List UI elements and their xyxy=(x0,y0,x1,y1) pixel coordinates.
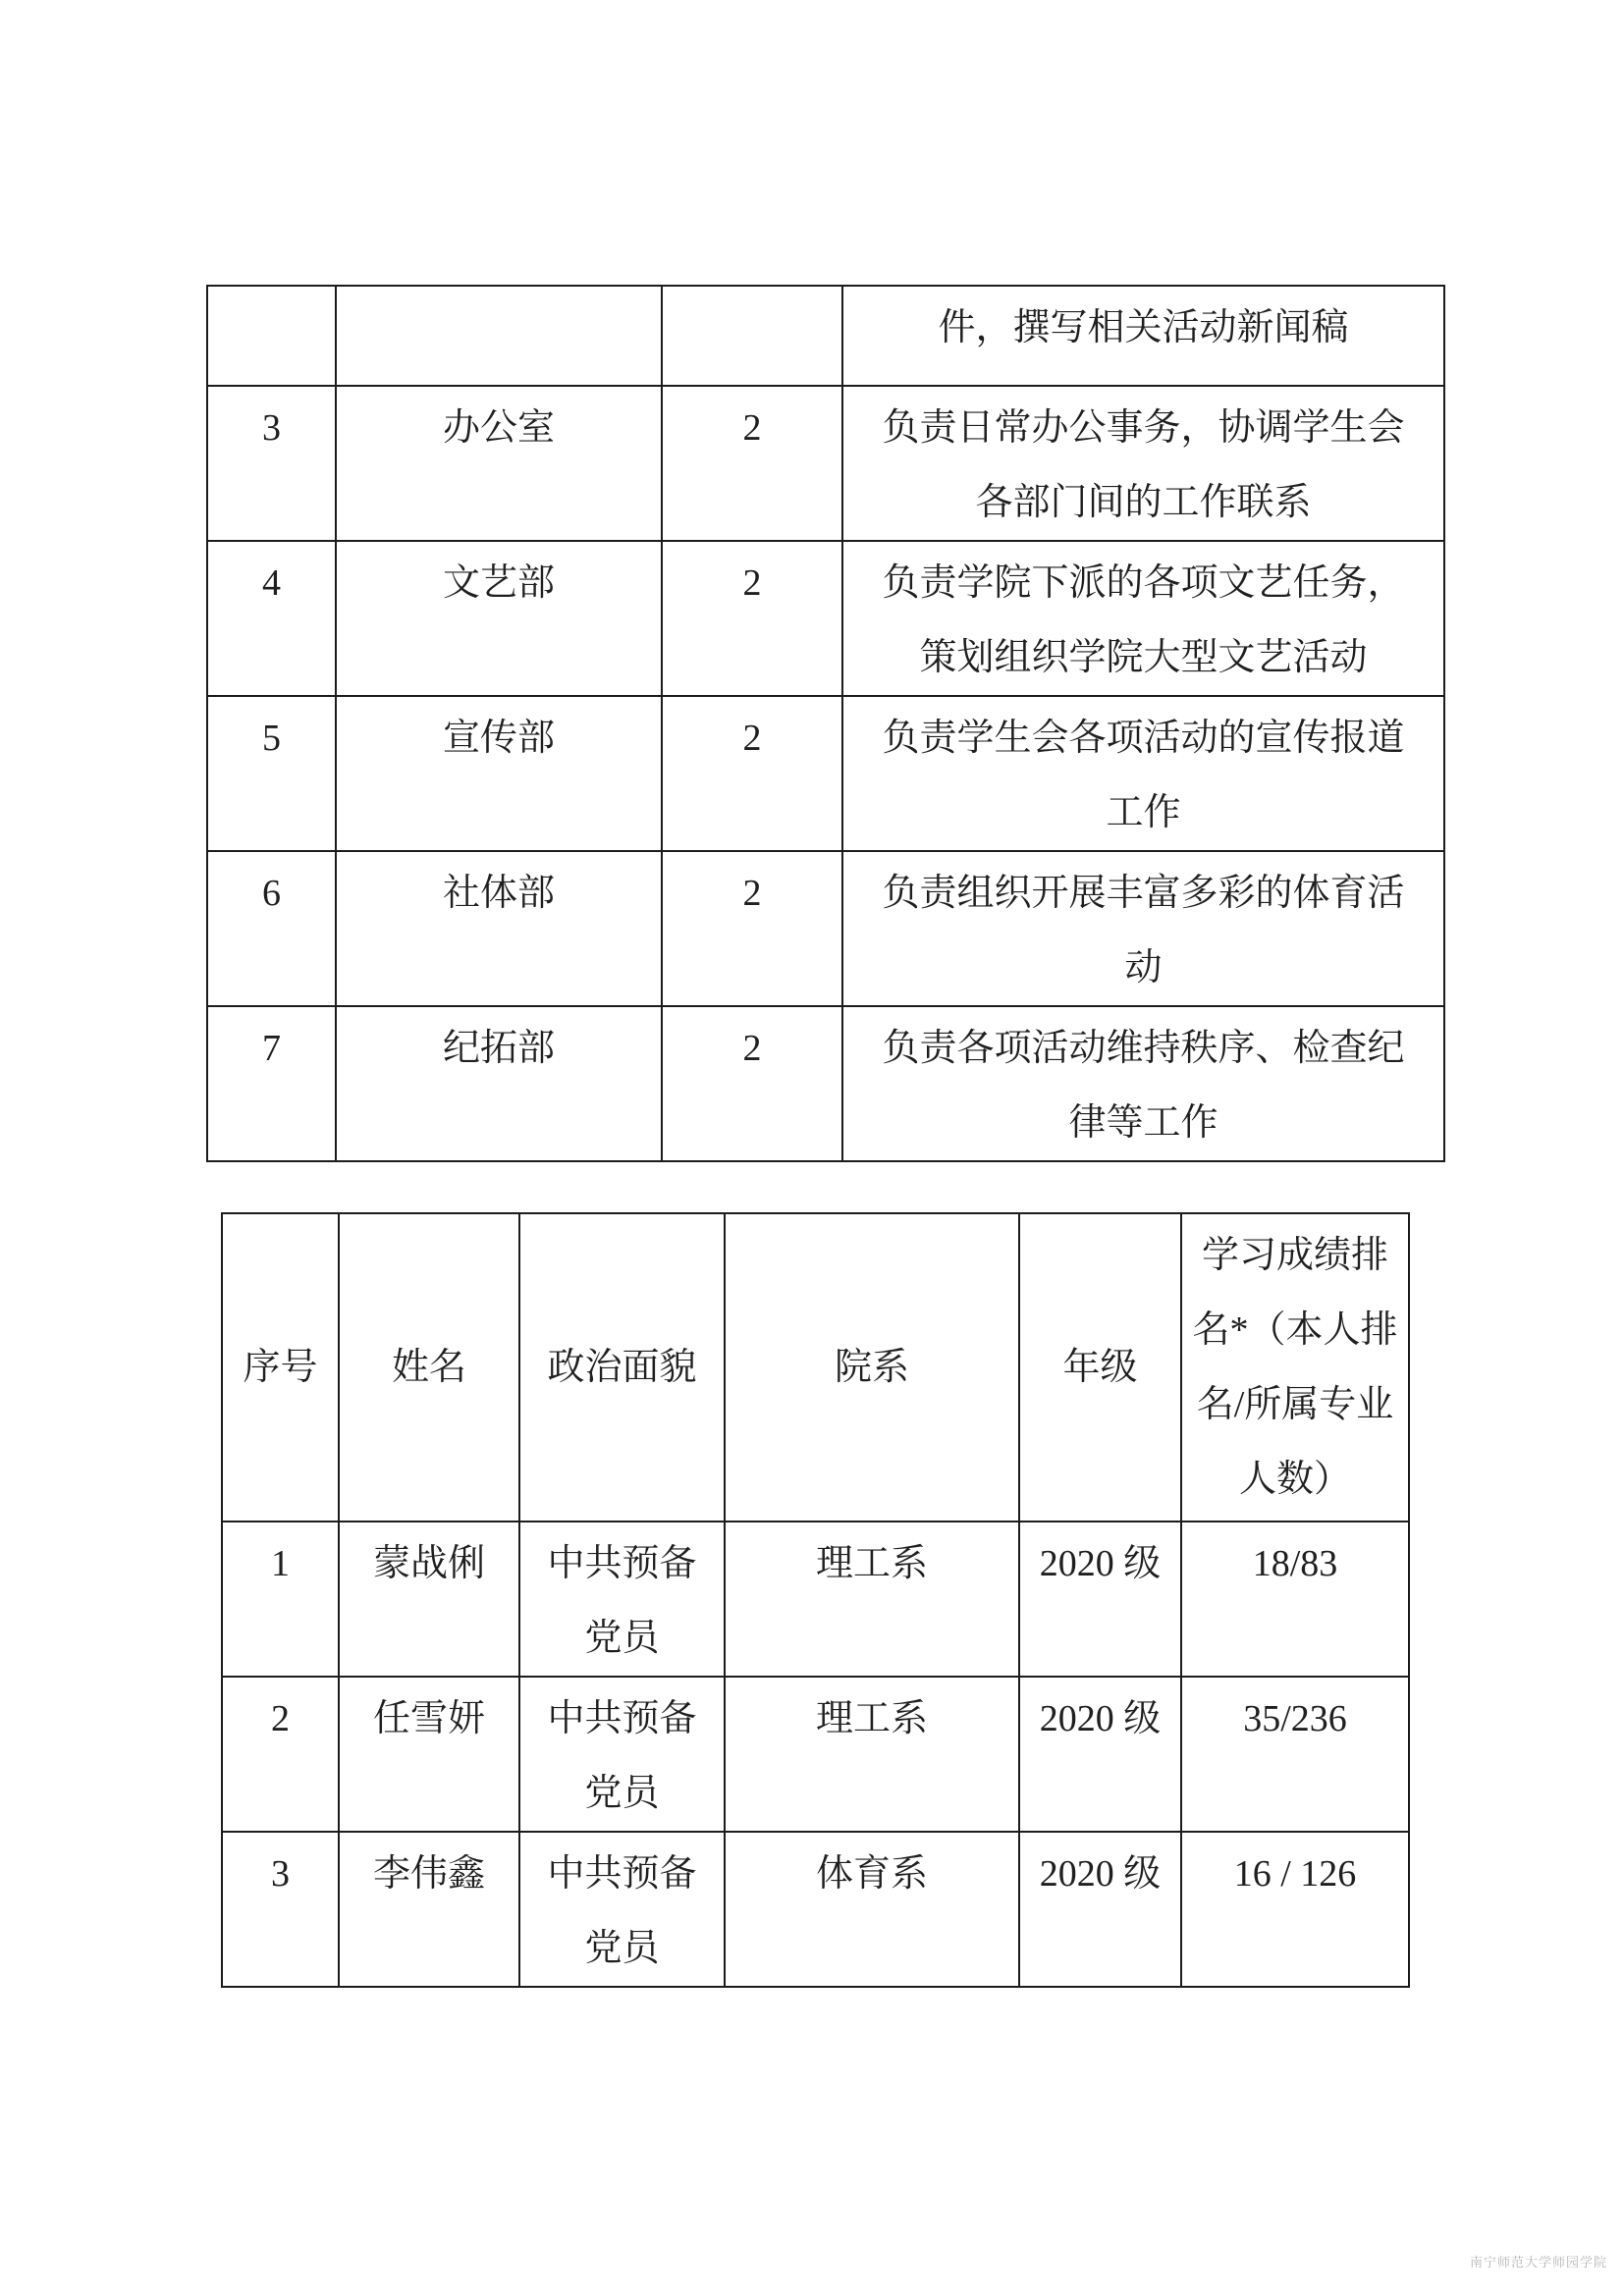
name-cell: 任雪妍 xyxy=(339,1677,519,1832)
political-status-cell xyxy=(519,1677,725,1832)
watermark: 南宁师范大学师园学院 xyxy=(1469,2255,1607,2269)
duties-cell xyxy=(842,851,1444,1006)
duties-cell xyxy=(842,1006,1444,1161)
row-number-cell: 1 xyxy=(222,1522,339,1677)
row-number-cell: 6 xyxy=(207,851,336,1006)
grade-cell: 2020 级 xyxy=(1019,1522,1181,1677)
table-row xyxy=(207,1006,1444,1161)
table-row xyxy=(207,851,1444,1006)
department-name-cell: 宣传部 xyxy=(336,696,662,851)
duty-line: 件，撰写相关活动新闻稿 xyxy=(938,307,1349,348)
header-name: 姓名 xyxy=(339,1213,519,1522)
political-line: 中共预备 xyxy=(547,1853,697,1895)
row-number-cell: 5 xyxy=(207,696,336,851)
department-name-cell: 办公室 xyxy=(336,386,662,541)
political-line: 党员 xyxy=(584,1773,660,1814)
duty-line: 负责学院下派的各项文艺任务， xyxy=(882,562,1405,604)
header-rank-line: 人数） xyxy=(1238,1459,1351,1500)
department-name-cell: 文艺部 xyxy=(336,541,662,696)
row-number-cell: 4 xyxy=(207,541,336,696)
header-grade: 年级 xyxy=(1019,1213,1181,1522)
table-row xyxy=(207,386,1444,541)
row-number-cell: 3 xyxy=(207,386,336,541)
grade-cell: 2020 级 xyxy=(1019,1832,1181,1987)
row-number-cell xyxy=(207,286,336,386)
name-cell: 蒙战俐 xyxy=(339,1522,519,1677)
row-number-cell: 2 xyxy=(222,1677,339,1832)
header-no: 序号 xyxy=(222,1213,339,1522)
duties-cell xyxy=(842,286,1444,386)
table-row xyxy=(222,1832,1409,1987)
political-status-cell xyxy=(519,1522,725,1677)
duty-line: 负责组织开展丰富多彩的体育活 xyxy=(882,873,1405,914)
row-number-cell: 7 xyxy=(207,1006,336,1161)
table-row xyxy=(207,286,1444,386)
duty-line: 动 xyxy=(1124,947,1163,988)
department-name-cell: 纪拓部 xyxy=(336,1006,662,1161)
duty-line: 各部门间的工作联系 xyxy=(975,482,1312,523)
department-name-cell xyxy=(336,286,662,386)
duties-cell xyxy=(842,386,1444,541)
rank-cell: 16 / 126 xyxy=(1181,1832,1409,1987)
duty-line: 律等工作 xyxy=(1068,1102,1218,1144)
department-cell: 体育系 xyxy=(725,1832,1019,1987)
name-cell: 李伟鑫 xyxy=(339,1832,519,1987)
member-count-cell: 2 xyxy=(662,696,842,851)
department-cell: 理工系 xyxy=(725,1522,1019,1677)
member-count-cell xyxy=(662,286,842,386)
political-status-cell xyxy=(519,1832,725,1987)
political-line: 党员 xyxy=(584,1928,660,1969)
member-count-cell: 2 xyxy=(662,1006,842,1161)
table-row xyxy=(207,696,1444,851)
header-rank-line: 名*（本人排 xyxy=(1192,1309,1398,1351)
duties-cell xyxy=(842,541,1444,696)
department-cell: 理工系 xyxy=(725,1677,1019,1832)
duty-line: 负责学生会各项活动的宣传报道 xyxy=(882,718,1405,759)
department-table xyxy=(206,285,1445,1162)
member-count-cell: 2 xyxy=(662,851,842,1006)
header-department: 院系 xyxy=(725,1213,1019,1522)
header-rank-line: 学习成绩排 xyxy=(1201,1235,1388,1276)
political-line: 中共预备 xyxy=(547,1543,697,1584)
grade-cell: 2020 级 xyxy=(1019,1677,1181,1832)
duties-cell xyxy=(842,696,1444,851)
member-table xyxy=(221,1212,1410,1988)
rank-cell: 18/83 xyxy=(1181,1522,1409,1677)
political-line: 中共预备 xyxy=(547,1698,697,1739)
rank-cell: 35/236 xyxy=(1181,1677,1409,1832)
member-count-cell: 2 xyxy=(662,386,842,541)
department-name-cell: 社体部 xyxy=(336,851,662,1006)
header-political-status: 政治面貌 xyxy=(519,1213,725,1522)
table-header-row xyxy=(222,1213,1409,1522)
duty-line: 策划组织学院大型文艺活动 xyxy=(919,637,1368,678)
political-line: 党员 xyxy=(584,1618,660,1659)
table-row xyxy=(207,541,1444,696)
duty-line: 负责日常办公事务，协调学生会 xyxy=(882,407,1405,449)
header-rank xyxy=(1181,1213,1409,1522)
row-number-cell: 3 xyxy=(222,1832,339,1987)
member-count-cell: 2 xyxy=(662,541,842,696)
duty-line: 负责各项活动维持秩序、检查纪 xyxy=(882,1028,1405,1069)
duty-line: 工作 xyxy=(1106,792,1181,833)
table-row xyxy=(222,1677,1409,1832)
table-row xyxy=(222,1522,1409,1677)
header-rank-line: 名/所属专业 xyxy=(1196,1384,1394,1425)
